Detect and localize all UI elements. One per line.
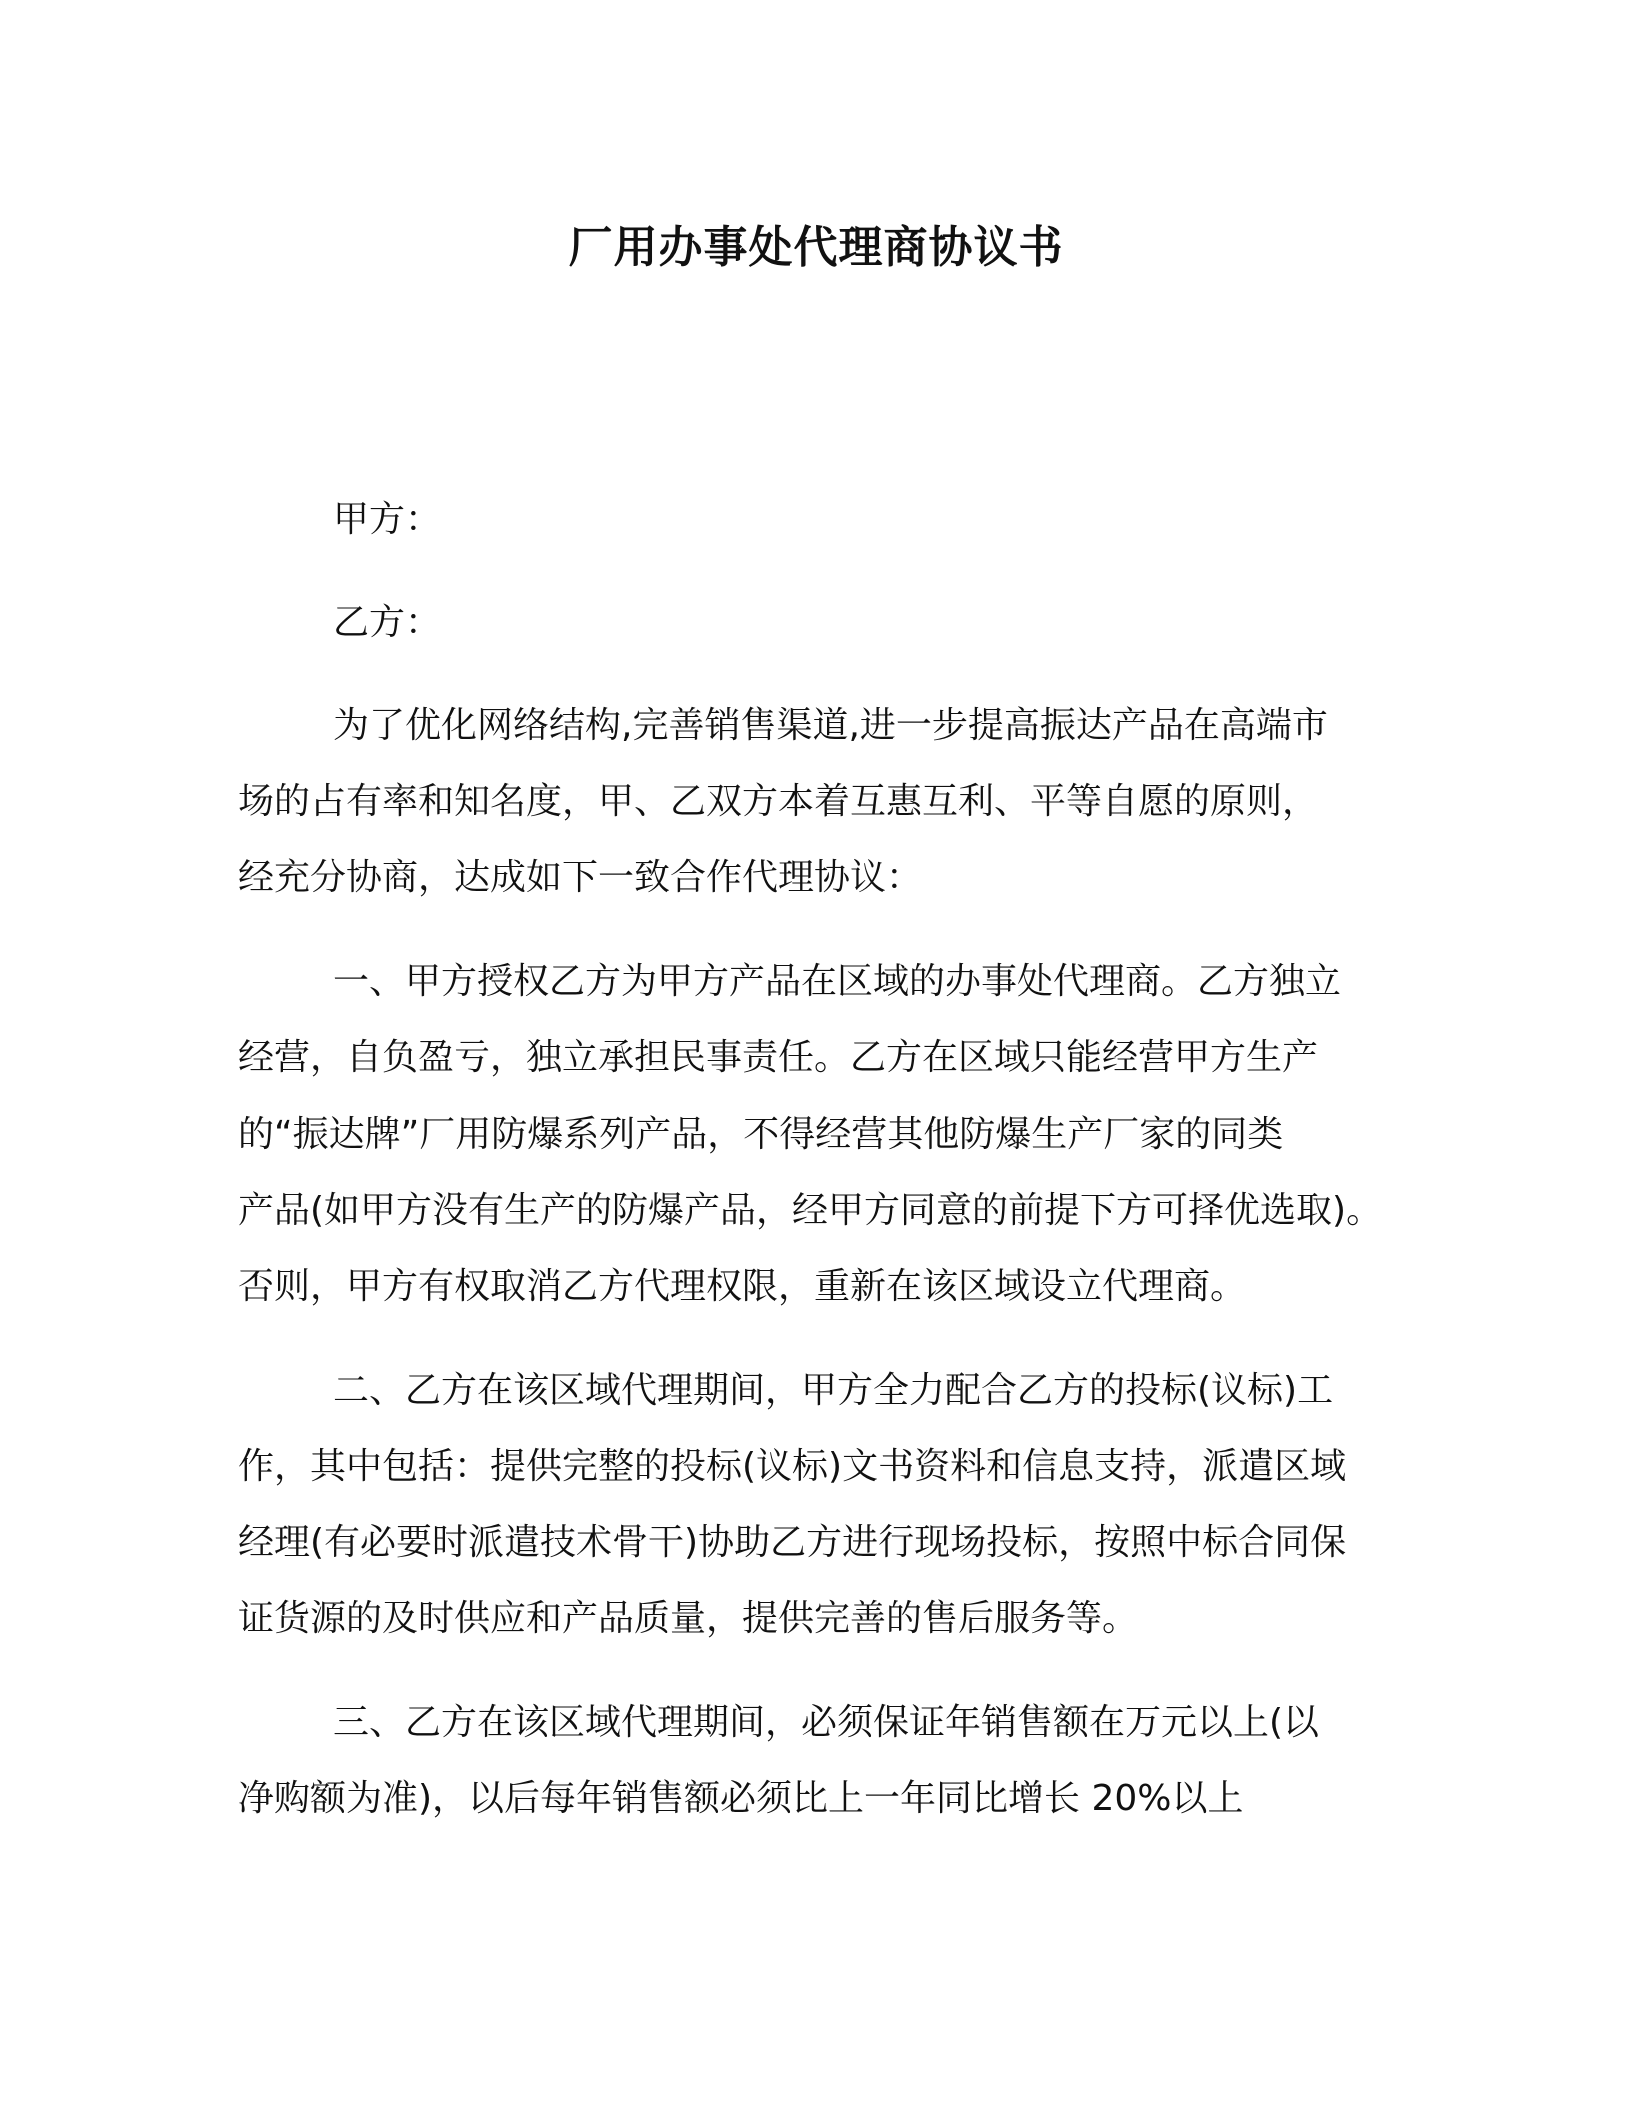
clause-1-line: 的“振达牌”厂用防爆系列产品，不得经营其他防爆生产厂家的同类 [238,1114,1284,1155]
document-title: 厂用办事处代理商协议书 [568,222,1064,273]
clause-2-line: 二、乙方在该区域代理期间，甲方全力配合乙方的投标(议标)工 [333,1370,1334,1411]
clause-2-line: 作，其中包括：提供完整的投标(议标)文书资料和信息支持，派遣区域 [238,1446,1347,1487]
clause-2-line: 经理(有必要时派遣技术骨干)协助乙方进行现场投标，按照中标合同保 [238,1522,1347,1563]
clause-1-line: 一、甲方授权乙方为甲方产品在区域的办事处代理商。乙方独立 [333,961,1342,1002]
clause-1-line: 否则，甲方有权取消乙方代理权限，重新在该区域设立代理商。 [238,1266,1247,1307]
clause-1-line: 经营，自负盈亏，独立承担民事责任。乙方在区域只能经营甲方生产 [238,1037,1319,1078]
party-b-label: 乙方： [333,602,442,643]
intro-line: 经充分协商，达成如下一致合作代理协议： [238,857,923,898]
intro-line: 为了优化网络结构,完善销售渠道,进一步提高振达产品在高端市 [333,705,1328,746]
clause-3-line: 净购额为准)，以后每年销售额必须比上一年同比增长 20%以上 [238,1778,1244,1819]
party-a-label: 甲方： [333,499,442,540]
clause-3-line: 三、乙方在该区域代理期间，必须保证年销售额在万元以上(以 [333,1702,1320,1743]
intro-line: 场的占有率和知名度，甲、乙双方本着互惠互利、平等自愿的原则， [238,781,1319,822]
clause-2-line: 证货源的及时供应和产品质量，提供完善的售后服务等。 [238,1598,1139,1639]
clause-1-line: 产品(如甲方没有生产的防爆产品，经甲方同意的前提下方可择优选取)。 [238,1190,1383,1231]
